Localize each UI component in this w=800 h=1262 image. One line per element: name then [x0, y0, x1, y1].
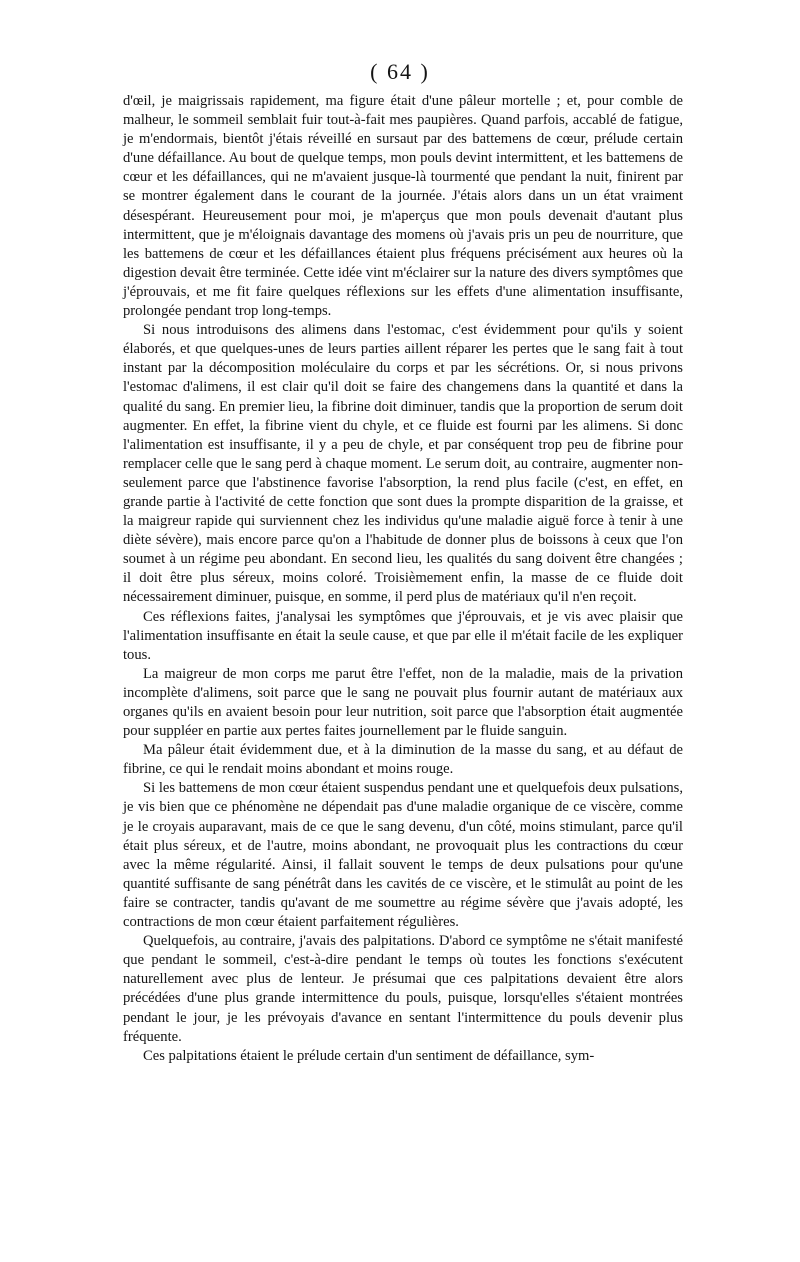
- paragraph: Quelquefois, au contraire, j'avais des palpitations. D'abord ce symptôme ne s'était manifesté que pendant le sommeil, c'est-à-dire pendant le temps où toutes les fonctions s'exécutent naturellement avec plus de lenteur. Je présumai que ces palpitations devaient être alors précédées d'une plus grande intermittence du pouls, puisque, lorsqu'elles s'étaient montrées pendant le jour, je les prévoyais d'avance en sentant l'intermittence du pouls devenir plus fréquente.: [123, 933, 683, 1045]
- page-number: ( 64 ): [370, 59, 430, 84]
- paragraph: La maigreur de mon corps me parut être l'effet, non de la maladie, mais de la privation incomplète d'alimens, soit parce que le sang ne pouvait plus fournir autant de matériaux aux organes qu'ils en avaient besoin pour leur nutrition, soit parce que l'absorption était augmentée pour suppléer en partie aux pertes faites journellement par le fluide sanguin.: [123, 665, 683, 740]
- paragraph: Ces palpitations étaient le prélude certain d'un sentiment de défaillance, sym-: [143, 1047, 595, 1064]
- paragraph: d'œil, je maigrissais rapidement, ma figure était d'une pâleur mortelle ; et, pour comble de malheur, le sommeil semblait fuir tout-à-fait mes paupières. Quand parfois, accablé de fatigue, je m'endormais, bientôt j'étais réveillé en sursaut par des battemens de cœur, prélude certain d'une défaillance. Au bout de quelque temps, mon pouls devint intermittent, et les battemens de cœur et les défaillances, qui ne m'avaient jusque-là tourmenté que pendant la nuit, finirent par se montrer également dans le courant de la journée. J'étais alors dans un un état vraiment désespérant. Heureusement pour moi, je m'aperçus que mon pouls devenait d'autant plus intermittent, que je m'éloignais davantage des momens où j'avais pris un peu de nourriture, que les battemens de cœur et les défaillances étaient plus fréquens précisément aux heures où la digestion devait être terminée. Cette idée vint m'éclairer sur la nature des divers symptômes que j'éprouvais, et me fit faire quelques réflexions sur les effets d'une alimentation insuffisante, prolongée pendant trop long-temps.: [123, 93, 683, 320]
- paragraph: Ces réflexions faites, j'analysai les symptômes que j'éprouvais, et je vis avec plaisir que l'alimentation insuffisante en était la seule cause, et que par elle il m'était facile de les expliquer tous.: [123, 608, 683, 663]
- paragraph: Si nous introduisons des alimens dans l'estomac, c'est évidemment pour qu'ils y soient élaborés, et que quelques-unes de leurs parties aillent réparer les pertes que le sang fait à tout instant par la décomposition moléculaire du corps et par les sécrétions. Or, si nous privons l'estomac d'alimens, il est clair qu'il doit se faire des changemens dans la quantité et dans la qualité du sang. En premier lieu, la fibrine doit diminuer, tandis que la proportion de serum doit augmenter. En effet, la fibrine vient du chyle, et ce fluide est fourni par les alimens. Si donc l'alimentation est insuffisante, il y a peu de chyle, et par conséquent trop peu de fibrine pour remplacer celle que le sang perd à chaque moment. Le serum doit, au contraire, augmenter non-seulement parce que l'abstinence favorise l'absorption, la rend plus facile (c'est, en effet, en grande partie à l'activité de cette fonction que sont dues la prompte disparition de la graisse, et la maigreur rapide qui surviennent chez les individus qu'une maladie aiguë force à tenir à une diète sévère), mais encore parce qu'on a l'habitude de donner plus de boissons à ceux que l'on soumet à un régime peu abondant. En second lieu, les qualités du sang doivent être changées ; il doit être plus séreux, moins coloré. Troisièmement enfin, la masse de ce fluide doit nécessairement diminuer, puisque, en somme, il perd plus de matériaux qu'il n'en reçoit.: [123, 322, 683, 606]
- paragraph: Ma pâleur était évidemment due, et à la diminution de la masse du sang, et au défaut de fibrine, ce qui le rendait moins abondant et moins rouge.: [123, 742, 683, 778]
- body-text: [123, 92, 683, 1066]
- paragraph: Si les battemens de mon cœur étaient suspendus pendant une et quelquefois deux pulsations, je vis bien que ce phénomène ne dépendait pas d'une maladie organique de ce viscère, comme je le croyais auparavant, mais de ce que le sang devenu, d'un côté, moins stimulant, parce qu'il était plus séreux, et de l'autre, moins abondant, ne provoquait plus les contractions du cœur avec la même régularité. Ainsi, il fallait souvent le temps de deux pulsations pour qu'une quantité suffisante de sang pénétrât dans les cavités de ce viscère, et le stimulât au point de les faire se contracter, tandis qu'avant de me soumettre au régime sévère que j'avais adopté, les contractions de mon cœur étaient parfaitement régulières.: [123, 780, 683, 931]
